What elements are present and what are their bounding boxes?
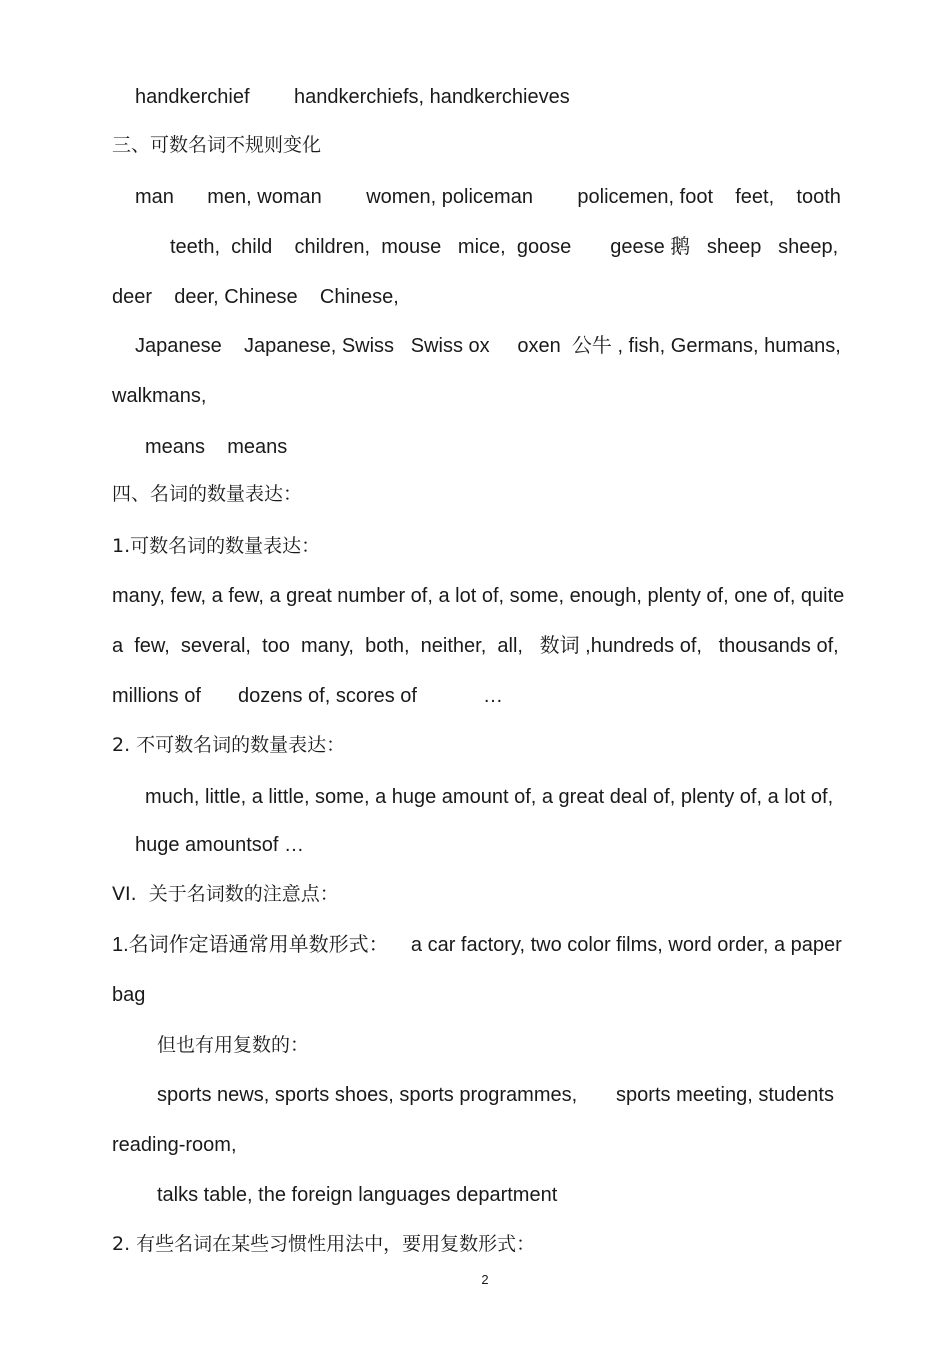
- ellipsis: …: [483, 685, 503, 707]
- subsection-heading: 1.可数名词的数量表达：: [112, 535, 321, 557]
- page-number: 2: [481, 1272, 489, 1287]
- text-line: means means: [145, 436, 288, 458]
- text-line: man men, woman women, policeman policemen, foot feet, tooth: [135, 186, 841, 208]
- text-line: handkerchief handkerchiefs, handkerchieves: [135, 86, 570, 108]
- section-heading-4: 四、名词的数量表达：: [112, 483, 303, 505]
- text-line: teeth, child children, mouse mice, goose geese 鹅 sheep sheep,: [170, 236, 839, 258]
- text-segment: dozens of, scores of: [238, 685, 417, 707]
- text-line: [0, 683, 950, 709]
- text-line: walkmans,: [112, 385, 207, 407]
- text-line: deer deer, Chinese Chinese,: [112, 286, 399, 308]
- text-line: huge amountsof …: [135, 834, 304, 856]
- text-line: sports news, sports shoes, sports programmes, sports meeting, students: [157, 1084, 834, 1106]
- subsection-heading: 2. 不可数名词的数量表达：: [112, 734, 346, 756]
- text-line: 但也有用复数的：: [157, 1034, 310, 1056]
- text-line: talks table, the foreign languages department: [157, 1184, 558, 1206]
- section-heading-6: VI. 关于名词数的注意点：: [112, 883, 339, 905]
- text-line: Japanese Japanese, Swiss Swiss ox oxen 公牛 , fish, Germans, humans,: [135, 335, 841, 357]
- text-line: 1.名词作定语通常用单数形式： a car factory, two color films, word order, a paper: [112, 934, 842, 956]
- text-line: reading-room,: [112, 1134, 237, 1156]
- text-line: a few, several, too many, both, neither, all, 数词 ,hundreds of, thousands of,: [112, 635, 839, 657]
- section-heading-3: 三、可数名词不规则变化: [112, 134, 322, 156]
- subsection-heading: 2. 有些名词在某些习惯性用法中，要用复数形式：: [112, 1233, 536, 1255]
- text-segment: millions of: [112, 685, 201, 707]
- text-line: bag: [112, 984, 146, 1006]
- text-line: much, little, a little, some, a huge amount of, a great deal of, plenty of, a lot of,: [145, 786, 834, 808]
- text-line: many, few, a few, a great number of, a lot of, some, enough, plenty of, one of, quite: [112, 585, 845, 607]
